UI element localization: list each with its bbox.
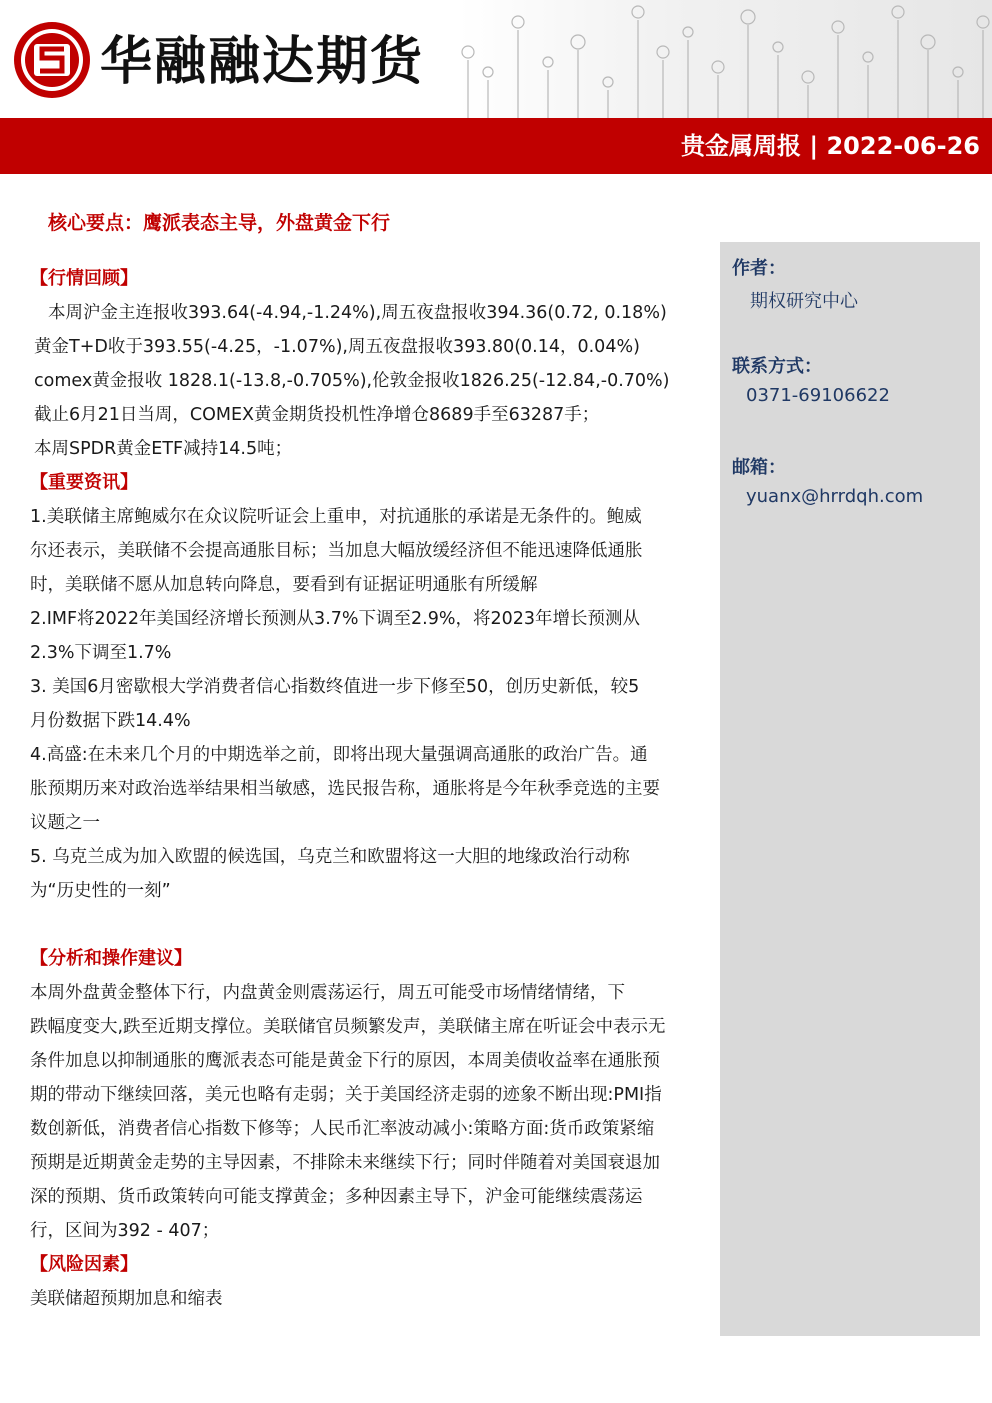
author-value: 期权研究中心 <box>750 291 858 312</box>
contact-value: 0371-69106622 <box>746 385 890 406</box>
company-logo <box>12 20 92 100</box>
analysis-line: 深的预期、货币政策转向可能支撑黄金；多种因素主导下，沪金可能继续震荡运 <box>30 1187 643 1207</box>
market-review-line: comex黄金报收 1828.1(-13.8,-0.705%),伦敦金报收1826.25(-12.84,-0.70%) <box>34 371 670 391</box>
page-header <box>0 0 992 118</box>
analysis-line: 条件加息以抑制通胀的鹰派表态可能是黄金下行的原因，本周美债收益率在通胀预 <box>30 1051 660 1071</box>
news-line: 月份数据下跌14.4% <box>30 711 191 731</box>
section-heading-market-review: 【行情回顾】 <box>30 268 138 289</box>
news-line: 2.IMF将2022年美国经济增长预测从3.7%下调至2.9%，将2023年增长预测从 <box>30 609 641 629</box>
contact-label: 联系方式： <box>732 356 822 377</box>
decorative-lines-graphic <box>458 0 992 118</box>
news-line: 尔还表示，美联储不会提高通胀目标；当加息大幅放缓经济但不能迅速降低通胀 <box>30 541 643 561</box>
news-line: 1.美联储主席鲍威尔在众议院听证会上重申，对抗通胀的承诺是无条件的。鲍威 <box>30 507 642 527</box>
analysis-line: 本周外盘黄金整体下行，内盘黄金则震荡运行，周五可能受市场情绪情绪，下 <box>30 983 625 1003</box>
news-line: 为“历史性的一刻” <box>30 881 171 901</box>
news-line: 时，美联储不愿从加息转向降息，要看到有证据证明通胀有所缓解 <box>30 575 538 595</box>
market-review-line: 截止6月21日当周，COMEX黄金期货投机性净增仓8689手至63287手； <box>34 405 600 425</box>
news-line: 3. 美国6月密歇根大学消费者信心指数终值进一步下修至50，创历史新低，较5 <box>30 677 640 697</box>
news-line: 胀预期历来对政治选举结果相当敏感，选民报告称，通胀将是今年秋季竞选的主要 <box>30 779 660 799</box>
sidebar <box>720 242 980 1336</box>
header-decoration <box>458 0 992 118</box>
market-review-line: 本周沪金主连报收393.64(-4.94,-1.24%),周五夜盘报收394.36(0.72, 0.18%) <box>48 303 667 323</box>
analysis-line: 行，区间为392 - 407； <box>30 1221 220 1241</box>
section-heading-risk: 【风险因素】 <box>30 1254 138 1275</box>
key-point-headline: 核心要点：鹰派表态主导，外盘黄金下行 <box>48 212 391 234</box>
market-review-line: 本周SPDR黄金ETF减持14.5吨； <box>34 439 293 459</box>
analysis-line: 数创新低，消费者信心指数下修等；人民币汇率波动减小:策略方面:货币政策紧缩 <box>30 1119 655 1139</box>
report-title: 贵金属周报 | 2022-06-26 <box>681 132 980 160</box>
company-name: 华融融达期货 <box>100 32 425 92</box>
email-value: yuanx@hrrdqh.com <box>746 486 924 507</box>
analysis-line: 预期是近期黄金走势的主导因素，不排除未来继续下行；同时伴随着对美国衰退加 <box>30 1153 660 1173</box>
author-label: 作者： <box>732 258 786 279</box>
analysis-line: 跌幅度变大,跌至近期支撑位。美联储官员频繁发声，美联储主席在听证会中表示无 <box>30 1017 666 1037</box>
news-line: 5. 乌克兰成为加入欧盟的候选国，乌克兰和欧盟将这一大胆的地缘政治行动称 <box>30 847 630 867</box>
risk-line: 美联储超预期加息和缩表 <box>30 1289 223 1309</box>
report-body <box>30 262 720 1316</box>
news-line: 2.3%下调至1.7% <box>30 643 172 663</box>
spacer <box>30 908 720 942</box>
section-heading-analysis: 【分析和操作建议】 <box>30 948 192 969</box>
news-line: 4.高盛:在未来几个月的中期选举之前，即将出现大量强调高通胀的政治广告。通 <box>30 745 648 765</box>
section-heading-news: 【重要资讯】 <box>30 472 138 493</box>
news-line: 议题之一 <box>30 813 100 833</box>
report-title-bar <box>0 118 992 174</box>
market-review-line: 黄金T+D收于393.55(-4.25，-1.07%),周五夜盘报收393.80(0.14，0.04%) <box>34 337 640 357</box>
email-label: 邮箱： <box>732 457 786 478</box>
analysis-line: 期的带动下继续回落，美元也略有走弱；关于美国经济走弱的迹象不断出现:PMI指 <box>30 1085 662 1105</box>
